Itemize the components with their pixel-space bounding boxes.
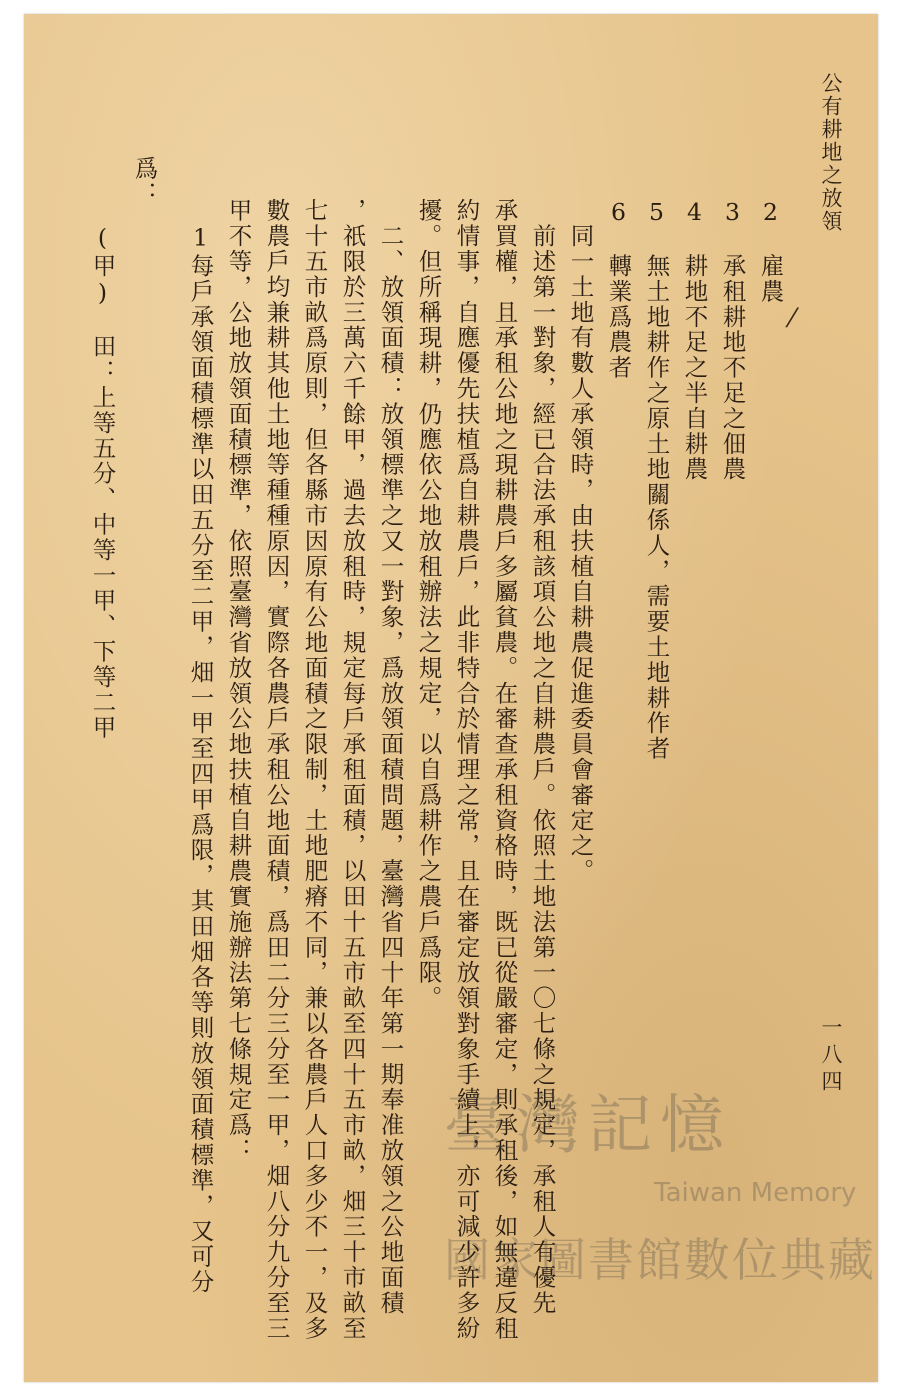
body-line-10: 擾。但所稱現耕，仍應依公地放租辦法之規定，以自爲耕作之農戶爲限。 bbox=[414, 198, 443, 1011]
watermark-english: Taiwan Memory bbox=[654, 1178, 857, 1208]
body-line-7: 前述第一對象，經已合法承租該項公地之自耕農戶。依照土地法第一〇七條之規定，承租人有優先 bbox=[528, 198, 557, 1316]
body-line-17: 爲： bbox=[130, 156, 159, 207]
scanned-page bbox=[24, 14, 878, 1382]
body-line-13: 七十五市畝爲原則，但各縣市因原有公地面積之限制，土地肥瘠不同，兼以各農戶人口多少不一，及多 bbox=[300, 198, 329, 1341]
body-line-14: 數農戶均兼耕其他土地等種種原因，實際各農戶承租公地面積，爲田二分三分至一甲，畑八分九分至三 bbox=[262, 198, 291, 1341]
body-line-12: ，祇限於三萬六千餘甲，過去放租時，規定每戶承租面積，以田十五市畝至四十五市畝，畑三十市畝至 bbox=[338, 198, 367, 1341]
pencil-mark-icon: ⁄ bbox=[790, 304, 795, 334]
watermark-institution: 國家圖書館數位典藏 bbox=[444, 1233, 876, 1287]
watermark-logo: 臺灣記憶 bbox=[444, 1089, 732, 1163]
body-line-6: 同一土地有數人承領時，由扶植自耕農促進委員會審定之。 bbox=[566, 198, 595, 884]
body-line-9: 約情事，自應優先扶植爲自耕農戶，此非特合於情理之常，且在審定放領對象手續上，亦可減少許多紛 bbox=[452, 198, 481, 1341]
body-line-16: 1每戶承領面積標準以田五分至二甲，畑一甲至四甲爲限，其田畑各等則放領面積標準，又可分 bbox=[186, 198, 215, 1295]
body-line-15: 甲不等，公地放領面積標準，依照臺灣省放領公地扶植自耕農實施辦法第七條規定爲： bbox=[224, 198, 253, 1164]
running-head: 公有耕地之放領 bbox=[819, 72, 843, 233]
body-line-2: 3 承租耕地不足之佃農 bbox=[718, 198, 747, 482]
body-line-11: 二、放領面積：放領標準之又一對象，爲放領面積問題，臺灣省四十年第一期奉准放領之公地面積 bbox=[376, 198, 405, 1316]
body-line-1: 2 雇農 bbox=[756, 198, 785, 305]
watermark bbox=[444, 1074, 884, 1334]
body-line-4: 5 無土地耕作之原土地關係人，需要土地耕作者 bbox=[642, 198, 671, 762]
body-line-8: 承買權，且承租公地之現耕農戶多屬貧農。在審查承租資格時，既已從嚴審定，則承租後，如無違反租 bbox=[490, 198, 519, 1341]
body-line-18: (甲) 田：上等五分、中等一甲、下等二甲 bbox=[88, 198, 117, 741]
body-line-3: 4 耕地不足之半自耕農 bbox=[680, 198, 709, 482]
page-number: 一八四 bbox=[819, 1016, 843, 1097]
body-line-5: 6 轉業爲農者 bbox=[604, 198, 633, 381]
